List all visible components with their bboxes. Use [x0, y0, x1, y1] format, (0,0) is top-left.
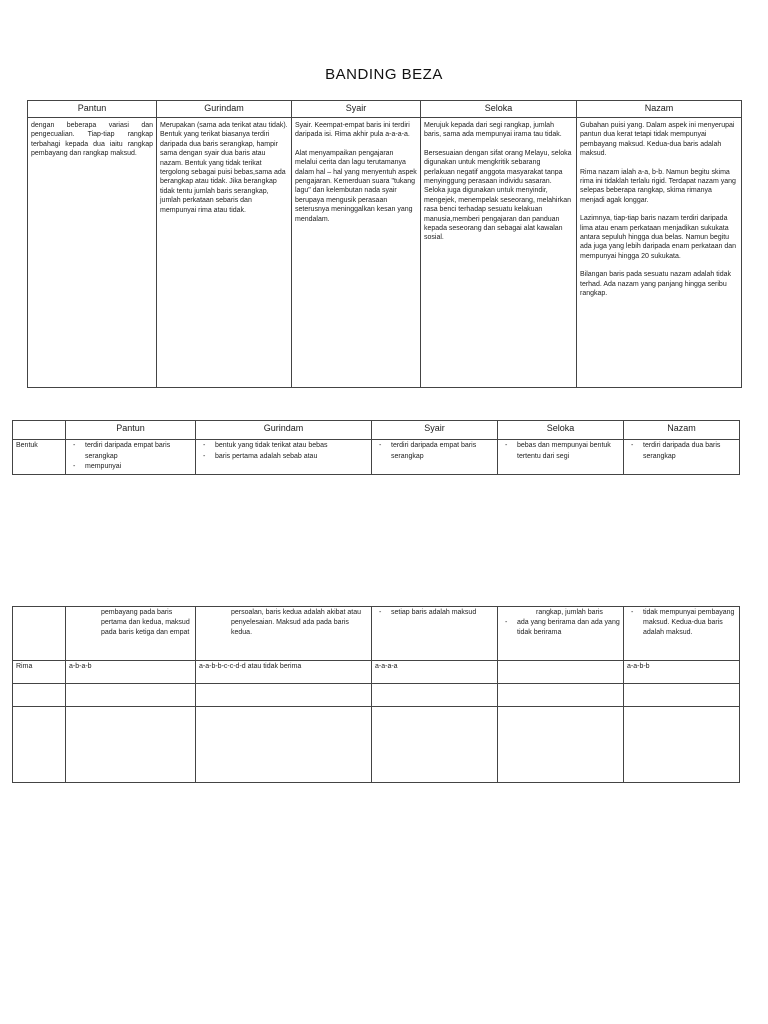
table-2-header-row — [13, 421, 740, 440]
table-3-empty-row — [13, 707, 740, 783]
t1-cell-nazam — [577, 118, 742, 388]
table-cell — [624, 707, 740, 783]
t1-pantun-para-1: dengan beberapa variasi dan pengecualian. Tiap-tiap rangkap terbahagi kepada dua iaitu rangkap pembayang dan rangkap maksud. — [31, 122, 153, 158]
list-item: - terdiri daripada empat baris serangkap — [69, 441, 192, 462]
t1-nazam-para-2: Rima nazam ialah a-a, b-b. Namun begitu skima rima ini tidaklah terlalu rigid. Terdapat nazam yang selepas beberapa rangkap, skima rimanya menjadi agak longgar. — [580, 168, 736, 204]
table-cell — [372, 707, 498, 783]
table-cell — [624, 684, 740, 707]
t2-row-label-bentuk: Bentuk — [13, 440, 66, 475]
t2-header-nazam: Nazam — [624, 421, 740, 440]
list-item: - tidak mempunyai pembayang maksud. Kedua-dua baris adalah maksud. — [627, 608, 736, 638]
t2-header-seloka: Seloka — [498, 421, 624, 440]
t1-nazam-para-4: Bilangan baris pada sesuatu nazam adalah tidak terhad. Ada nazam yang panjang hingga seribu rangkap. — [580, 271, 731, 298]
t2-header-blank — [13, 421, 66, 440]
list-item: - baris pertama adalah sebab atau — [199, 452, 368, 463]
t2-cell-syair — [372, 440, 498, 475]
t3-gurindam-text: persoalan, baris kedua adalah akibat atau penyelesaian. Maksud ada pada baris kedua. — [231, 609, 361, 636]
t3-pantun-text: pembayang pada baris pertama dan kedua, maksud pada baris ketiga dan empat — [101, 609, 190, 636]
t3-cell-gurindam — [196, 607, 372, 661]
t2-cell-pantun — [66, 440, 196, 475]
t1-seloka-para-1: Merujuk kepada dari segi rangkap, jumlah baris, sama ada mempunyai irama tau tidak. — [424, 122, 562, 139]
table-cell — [66, 707, 196, 783]
t1-gurindam-para-1: Merupakan (sama ada terikat atau tidak). Bentuk yang terikat biasanya terdiri daripada dua baris serangkap, hampir sama dengan syair dua baris atau nazam. Bentuk yang tidak terikat tergolong sebagai puisi bebas,sama ada berangkap atau tidak. Jika berangkap tidak tentu jumlah baris serangkap, jumlah perkataan sebaris dan mempunyai rima atau tidak. — [160, 122, 288, 214]
list-item: - terdiri daripada empat baris serangkap — [375, 441, 494, 462]
t1-syair-para-1: Syair. Keempat-empat baris ini terdiri daripada isi. Rima akhir pula a-a-a-a. — [295, 122, 410, 139]
table-cell — [498, 707, 624, 783]
t1-header-pantun: Pantun — [28, 101, 157, 118]
t3-rima-seloka — [498, 661, 624, 684]
table-cell — [196, 707, 372, 783]
table-cell — [196, 684, 372, 707]
t1-cell-pantun — [28, 118, 157, 388]
t1-cell-gurindam — [157, 118, 292, 388]
t3-rima-gurindam: a-a-b-b-c-c-d-d atau tidak berima — [196, 661, 372, 684]
t1-header-seloka: Seloka — [421, 101, 577, 118]
t1-nazam-para-1: Gubahan puisi yang. Dalam aspek ini menyerupai pantun dua kerat tetapi tidak mempunyai pembayang maksud. Kedua-dua baris adalah maksud. — [580, 122, 735, 158]
list-item: - setiap baris adalah maksud — [375, 608, 494, 618]
t3-rima-pantun: a-b-a-b — [66, 661, 196, 684]
page-title: BANDING BEZA — [325, 66, 443, 83]
t2-header-gurindam: Gurindam — [196, 421, 372, 440]
t3-seloka-text: rangkap, jumlah baris — [536, 609, 603, 616]
t3-row-label-rima: Rima — [13, 661, 66, 684]
list-item: - mempunyai — [69, 462, 192, 473]
table-cell — [66, 684, 196, 707]
table-3-continued-row — [13, 607, 740, 661]
t2-header-pantun: Pantun — [66, 421, 196, 440]
t3-cell-nazam — [624, 607, 740, 661]
t3-rima-syair: a-a-a-a — [372, 661, 498, 684]
list-item: - bentuk yang tidak terikat atau bebas — [199, 441, 368, 452]
t1-header-nazam: Nazam — [577, 101, 742, 118]
t3-cell-pantun — [66, 607, 196, 661]
table-cell — [372, 684, 498, 707]
table-3-empty-row — [13, 684, 740, 707]
t2-cell-gurindam — [196, 440, 372, 475]
table-1-header-row — [28, 101, 742, 118]
t2-cell-seloka — [498, 440, 624, 475]
table-cell — [498, 684, 624, 707]
table-1-content-row — [28, 118, 742, 388]
t1-header-syair: Syair — [292, 101, 421, 118]
t1-cell-seloka — [421, 118, 577, 388]
comparison-table-3 — [12, 606, 740, 783]
comparison-table-2 — [12, 420, 740, 475]
t1-nazam-para-3: Lazimnya, tiap-tiap baris nazam terdiri daripada lima atau enam perkataan menjadikan sukukata antara sepuluh hingga dua belas. Namun begitu ada juga yang lebih daripada enam perkataan dan mempunyai hingga 20 sukukata. — [580, 215, 737, 260]
t3-cell-seloka — [498, 607, 624, 661]
t3-row-label-blank — [13, 607, 66, 661]
t1-syair-para-2: Alat menyampaikan pengajaran melalui cerita dan lagu terutamanya dalam hal – hal yang menyentuh aspek pengajaran. Kemerduan suara "tukang lagu" dan kelembutan nada syair berupaya mengusik perasaan seterusnya meninggalkan kesan yang mendalam. — [295, 149, 417, 223]
t1-cell-syair — [292, 118, 421, 388]
list-item: - terdiri daripada dua baris serangkap — [627, 441, 736, 462]
table-3-rima-row — [13, 661, 740, 684]
t2-header-syair: Syair — [372, 421, 498, 440]
t2-cell-nazam — [624, 440, 740, 475]
comparison-table-1 — [27, 100, 742, 388]
t3-cell-syair — [372, 607, 498, 661]
t3-rima-nazam: a-a-b-b — [624, 661, 740, 684]
list-item: - bebas dan mempunyai bentuk tertentu dari segi — [501, 441, 620, 462]
table-cell — [13, 684, 66, 707]
t1-seloka-para-2: Bersesuaian dengan sifat orang Melayu, seloka digunakan untuk mengkritik sebarang perlakuan negatif anggota masyarakat tanpa menyinggung perasaan individu sasaran. Seloka juga digunakan untuk menyindir, mengejek, menempelak seseorang, melahirkan rasa benci terhadap sesuatu kelakuan manusia,memberi pengajaran dan panduan kepada seseorang dan sebagai alat kawalan sosial. — [424, 149, 572, 242]
table-cell — [13, 707, 66, 783]
table-2-bentuk-row — [13, 440, 740, 475]
list-item: - ada yang berirama dan ada yang tidak berirama — [501, 618, 620, 638]
t1-header-gurindam: Gurindam — [157, 101, 292, 118]
